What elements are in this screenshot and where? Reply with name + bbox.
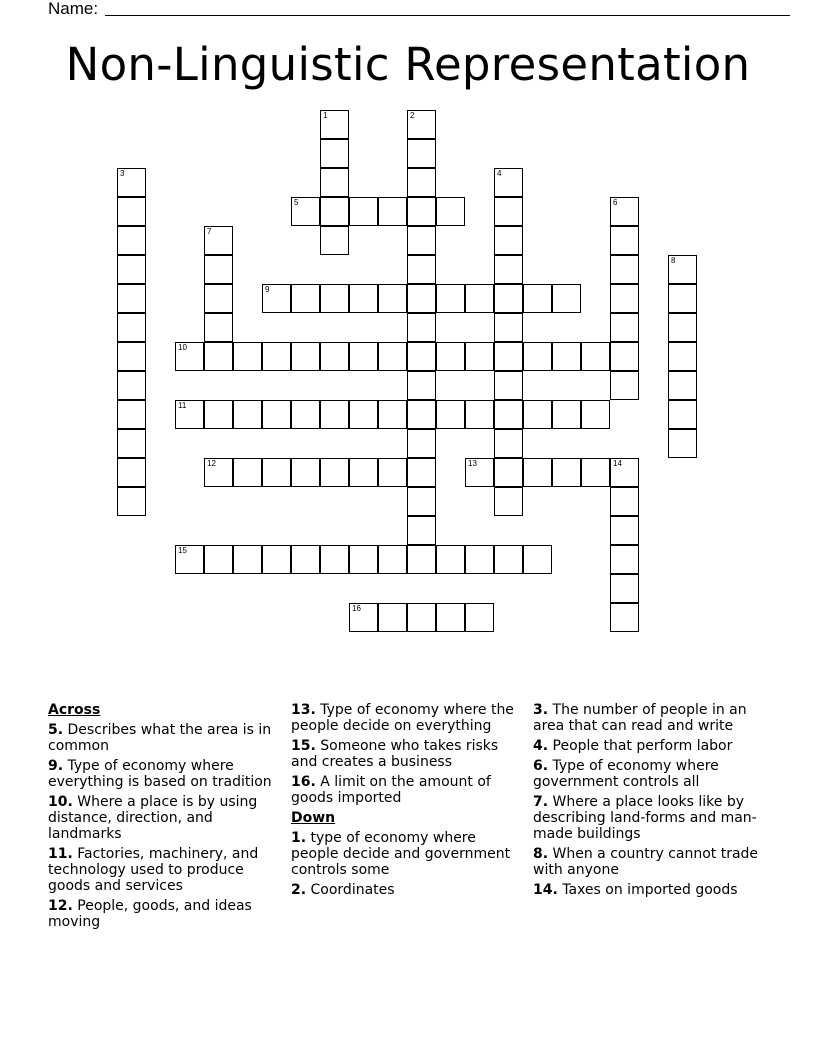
grid-cell[interactable] — [320, 545, 349, 574]
clue-item — [48, 722, 276, 754]
clue-number: 7 — [207, 227, 212, 236]
clue-item-text: Someone who takes risks and creates a business — [291, 738, 499, 770]
grid-cell[interactable] — [117, 168, 146, 197]
grid-cell[interactable] — [523, 458, 552, 487]
grid-cell[interactable] — [262, 284, 291, 313]
grid-cell[interactable] — [117, 458, 146, 487]
grid-cell[interactable] — [117, 226, 146, 255]
clue-item-text: People that perform labor — [548, 738, 733, 754]
grid-cell[interactable] — [610, 371, 639, 400]
grid-cell[interactable] — [320, 458, 349, 487]
clue-item-text: Type of economy where government controls all — [533, 758, 719, 790]
grid-cell[interactable] — [378, 458, 407, 487]
clue-number: 14 — [613, 459, 622, 468]
grid-cell[interactable] — [407, 284, 436, 313]
grid-cell[interactable] — [378, 400, 407, 429]
grid-cell[interactable] — [407, 603, 436, 632]
clue-item-text: Taxes on imported goods — [557, 882, 738, 898]
grid-cell[interactable] — [523, 284, 552, 313]
grid-cell[interactable] — [668, 400, 697, 429]
grid-cell[interactable] — [494, 255, 523, 284]
clue-column-2 — [291, 702, 523, 902]
clue-item-number: 3. — [533, 702, 549, 718]
clue-item — [533, 794, 763, 842]
grid-cell[interactable] — [117, 255, 146, 284]
grid-cell[interactable] — [407, 313, 436, 342]
clue-item-text: The number of people in an area that can read and write — [533, 702, 747, 734]
grid-cell[interactable] — [378, 545, 407, 574]
clue-item-number: 14. — [533, 882, 558, 898]
grid-cell[interactable] — [494, 429, 523, 458]
grid-cell[interactable] — [436, 284, 465, 313]
clue-item — [291, 738, 523, 770]
grid-cell[interactable] — [291, 458, 320, 487]
clue-item-text: Factories, machinery, and technology used to produce goods and services — [48, 846, 259, 894]
grid-cell[interactable] — [465, 342, 494, 371]
clue-number: 13 — [468, 459, 477, 468]
grid-cell[interactable] — [407, 342, 436, 371]
grid-cell[interactable] — [610, 255, 639, 284]
clue-item-text: type of economy where people decide and government controls some — [291, 830, 511, 878]
grid-cell[interactable] — [378, 197, 407, 226]
grid-cell[interactable] — [610, 545, 639, 574]
grid-cell[interactable] — [610, 516, 639, 545]
grid-cell[interactable] — [610, 458, 639, 487]
grid-cell[interactable] — [320, 284, 349, 313]
clue-item — [533, 846, 763, 878]
across-heading: Across — [48, 702, 101, 718]
clue-item-number: 16. — [291, 774, 316, 790]
clue-number: 6 — [613, 198, 618, 207]
grid-cell[interactable] — [262, 545, 291, 574]
clue-item — [291, 702, 523, 734]
clue-number: 5 — [294, 198, 299, 207]
grid-cell[interactable] — [494, 458, 523, 487]
clue-number: 8 — [671, 256, 676, 265]
clue-item — [533, 758, 763, 790]
clue-item-number: 4. — [533, 738, 549, 754]
clue-item-number: 11. — [48, 846, 73, 862]
grid-cell[interactable] — [465, 545, 494, 574]
clue-column-1 — [48, 702, 276, 934]
clue-item-number: 9. — [48, 758, 64, 774]
grid-cell[interactable] — [407, 255, 436, 284]
grid-cell[interactable] — [117, 429, 146, 458]
grid-cell[interactable] — [117, 342, 146, 371]
grid-cell[interactable] — [465, 458, 494, 487]
grid-cell[interactable] — [610, 226, 639, 255]
grid-cell[interactable] — [233, 545, 262, 574]
grid-cell[interactable] — [349, 458, 378, 487]
grid-cell[interactable] — [523, 400, 552, 429]
grid-cell[interactable] — [610, 342, 639, 371]
grid-cell[interactable] — [204, 313, 233, 342]
name-label: Name: — [48, 0, 99, 18]
grid-cell[interactable] — [320, 139, 349, 168]
grid-cell[interactable] — [349, 197, 378, 226]
grid-cell[interactable] — [407, 226, 436, 255]
grid-cell[interactable] — [436, 603, 465, 632]
grid-cell[interactable] — [610, 574, 639, 603]
clue-item — [48, 898, 276, 930]
clue-number: 12 — [207, 459, 216, 468]
grid-cell[interactable] — [233, 400, 262, 429]
grid-cell[interactable] — [436, 545, 465, 574]
grid-cell[interactable] — [494, 371, 523, 400]
grid-cell[interactable] — [407, 197, 436, 226]
grid-cell[interactable] — [494, 197, 523, 226]
grid-cell[interactable] — [465, 603, 494, 632]
clue-item-number: 12. — [48, 898, 73, 914]
grid-cell[interactable] — [465, 400, 494, 429]
grid-cell[interactable] — [407, 545, 436, 574]
clue-item-number: 8. — [533, 846, 549, 862]
grid-cell[interactable] — [117, 197, 146, 226]
clue-item — [48, 758, 276, 790]
grid-cell[interactable] — [552, 400, 581, 429]
grid-cell[interactable] — [291, 545, 320, 574]
grid-cell[interactable] — [175, 342, 204, 371]
grid-cell[interactable] — [436, 197, 465, 226]
grid-cell[interactable] — [320, 197, 349, 226]
grid-cell[interactable] — [581, 458, 610, 487]
clue-item — [291, 774, 523, 806]
grid-cell[interactable] — [494, 342, 523, 371]
clue-number: 4 — [497, 169, 502, 178]
grid-cell[interactable] — [407, 487, 436, 516]
grid-cell[interactable] — [349, 284, 378, 313]
grid-cell[interactable] — [320, 168, 349, 197]
clue-item-number: 6. — [533, 758, 549, 774]
grid-cell[interactable] — [668, 284, 697, 313]
clue-item-number: 13. — [291, 702, 316, 718]
grid-cell[interactable] — [407, 400, 436, 429]
grid-cell[interactable] — [204, 458, 233, 487]
grid-cell[interactable] — [320, 226, 349, 255]
grid-cell[interactable] — [204, 400, 233, 429]
clue-item — [533, 738, 763, 754]
grid-cell[interactable] — [204, 284, 233, 313]
grid-cell[interactable] — [523, 545, 552, 574]
clue-item-text: When a country cannot trade with anyone — [533, 846, 759, 878]
grid-cell[interactable] — [378, 603, 407, 632]
grid-cell[interactable] — [668, 371, 697, 400]
grid-cell[interactable] — [494, 313, 523, 342]
clue-item — [291, 882, 523, 898]
grid-cell[interactable] — [552, 342, 581, 371]
grid-cell[interactable] — [494, 226, 523, 255]
grid-cell[interactable] — [465, 284, 494, 313]
grid-cell[interactable] — [204, 226, 233, 255]
grid-cell[interactable] — [610, 313, 639, 342]
clue-number: 2 — [410, 111, 415, 120]
clue-item-number: 5. — [48, 722, 64, 738]
grid-cell[interactable] — [204, 255, 233, 284]
grid-cell[interactable] — [117, 487, 146, 516]
grid-cell[interactable] — [494, 545, 523, 574]
clue-item-text: Where a place is by using distance, direction, and landmarks — [48, 794, 258, 842]
grid-cell[interactable] — [175, 545, 204, 574]
grid-cell[interactable] — [291, 197, 320, 226]
clue-item-text: A limit on the amount of goods imported — [291, 774, 491, 806]
grid-cell[interactable] — [262, 342, 291, 371]
grid-cell[interactable] — [436, 342, 465, 371]
grid-cell[interactable] — [175, 400, 204, 429]
clue-item — [533, 702, 763, 734]
clue-item-text: Type of economy where everything is based on tradition — [48, 758, 272, 790]
grid-cell[interactable] — [407, 458, 436, 487]
clue-item-text: Where a place looks like by describing land-forms and man-made buildings — [533, 794, 757, 842]
grid-cell[interactable] — [349, 342, 378, 371]
grid-cell[interactable] — [291, 342, 320, 371]
page-title: Non-Linguistic Representation — [65, 38, 751, 91]
clue-item-text: Coordinates — [306, 882, 395, 898]
grid-cell[interactable] — [320, 400, 349, 429]
clue-item-number: 10. — [48, 794, 73, 810]
clue-item — [533, 882, 763, 898]
clue-number: 11 — [178, 401, 187, 410]
grid-cell[interactable] — [117, 313, 146, 342]
grid-cell[interactable] — [233, 342, 262, 371]
grid-cell[interactable] — [291, 284, 320, 313]
clue-item-number: 1. — [291, 830, 307, 846]
grid-cell[interactable] — [291, 400, 320, 429]
clue-item — [48, 794, 276, 842]
grid-cell[interactable] — [233, 458, 262, 487]
grid-cell[interactable] — [320, 342, 349, 371]
grid-cell[interactable] — [320, 110, 349, 139]
grid-cell[interactable] — [349, 400, 378, 429]
grid-cell[interactable] — [581, 342, 610, 371]
clue-item-number: 7. — [533, 794, 549, 810]
grid-cell[interactable] — [262, 400, 291, 429]
grid-cell[interactable] — [523, 342, 552, 371]
clue-column-3 — [533, 702, 763, 902]
grid-cell[interactable] — [668, 255, 697, 284]
grid-cell[interactable] — [552, 284, 581, 313]
grid-cell[interactable] — [494, 168, 523, 197]
grid-cell[interactable] — [204, 342, 233, 371]
grid-cell[interactable] — [668, 313, 697, 342]
down-heading: Down — [291, 810, 336, 826]
grid-cell[interactable] — [117, 400, 146, 429]
grid-cell[interactable] — [668, 429, 697, 458]
grid-cell[interactable] — [349, 603, 378, 632]
grid-cell[interactable] — [407, 371, 436, 400]
clue-item-text: People, goods, and ideas moving — [48, 898, 252, 930]
grid-cell[interactable] — [407, 139, 436, 168]
clue-item — [291, 830, 523, 878]
clue-item — [48, 846, 276, 894]
grid-cell[interactable] — [668, 342, 697, 371]
grid-cell[interactable] — [407, 110, 436, 139]
grid-cell[interactable] — [610, 197, 639, 226]
grid-cell[interactable] — [407, 429, 436, 458]
grid-cell[interactable] — [494, 284, 523, 313]
clue-number: 1 — [323, 111, 328, 120]
grid-cell[interactable] — [494, 487, 523, 516]
grid-cell[interactable] — [407, 516, 436, 545]
clue-number: 3 — [120, 169, 125, 178]
grid-cell[interactable] — [610, 284, 639, 313]
clue-item-number: 2. — [291, 882, 307, 898]
clue-number: 15 — [178, 546, 187, 555]
grid-cell[interactable] — [262, 458, 291, 487]
grid-cell[interactable] — [581, 400, 610, 429]
grid-cell[interactable] — [349, 545, 378, 574]
grid-cell[interactable] — [204, 545, 233, 574]
grid-cell[interactable] — [378, 342, 407, 371]
clue-number: 9 — [265, 285, 270, 294]
clue-item-text: Type of economy where the people decide on everything — [291, 702, 514, 734]
grid-cell[interactable] — [610, 487, 639, 516]
grid-cell[interactable] — [552, 458, 581, 487]
grid-cell[interactable] — [378, 284, 407, 313]
grid-cell[interactable] — [494, 400, 523, 429]
grid-cell[interactable] — [407, 168, 436, 197]
clue-item-text: Describes what the area is in common — [48, 722, 272, 754]
grid-cell[interactable] — [117, 284, 146, 313]
clue-item-number: 15. — [291, 738, 316, 754]
grid-cell[interactable] — [610, 603, 639, 632]
clue-number: 10 — [178, 343, 187, 352]
clue-number: 16 — [352, 604, 361, 613]
grid-cell[interactable] — [117, 371, 146, 400]
grid-cell[interactable] — [436, 400, 465, 429]
